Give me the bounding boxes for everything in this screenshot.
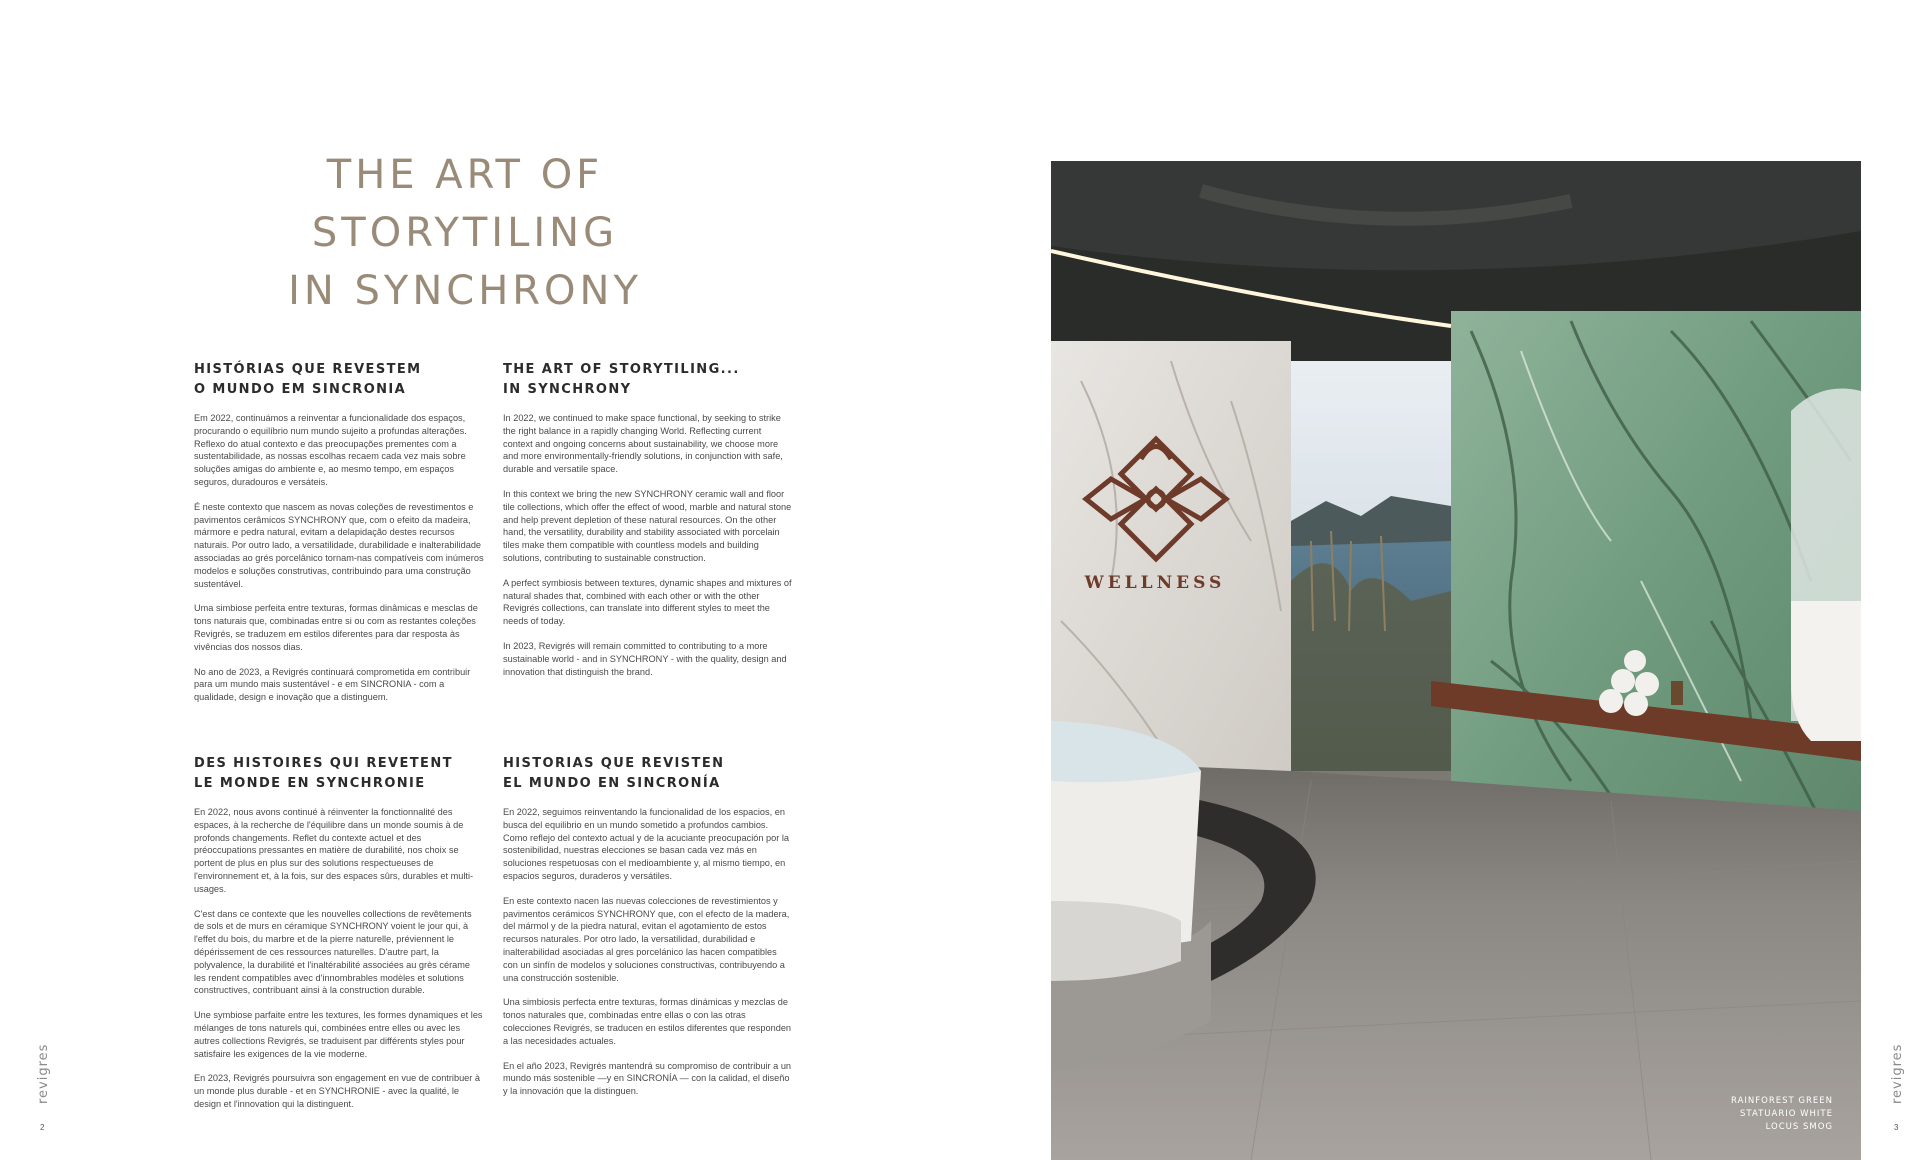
page-number: 2 [40,1123,45,1132]
heading-line: HISTORIAS QUE REVISTEN [503,756,725,771]
heading-line: EL MUNDO EN SINCRONÍA [503,776,721,791]
heading-line: LE MONDE EN SYNCHRONIE [194,776,426,791]
body-paragraph: En 2022, seguimos reinventando la funcionalidad de los espacios, en busca del equilibrio en un mundo sometido a profundos cambios. Como reflejo del contexto actual y de la acuciante preocupación por la sostenibilidad, nuestras elecciones se basan cada vez más en soluciones respetuosas con el medioambiente y, al mismo tiempo, en espacios seguros, duraderos y versátiles. [503,807,790,881]
section-english [503,360,793,690]
interior-photo [1051,161,1861,1160]
caption-line: RAINFOREST GREEN [1731,1096,1833,1106]
heading-line: IN SYNCHRONY [503,382,632,397]
section-spanish [503,754,793,1110]
heading-line: THE ART OF STORYTILING... [503,362,740,377]
body-paragraph: Em 2022, continuámos a reinventar a funcionalidade dos espaços, procurando o equilíbrio num mundo sujeito a profundas alterações. Reflexo do atual contexto e das preocupações prementes com a sustentabilidade, as nossas escolhas recaem cada vez mais sobre soluções amigas do ambiente e, ao mesmo tempo, em espaços seguros, duradouros e versáteis. [194,413,467,487]
caption-line: STATUARIO WHITE [1740,1109,1833,1119]
page-title [230,146,700,320]
body-paragraph: In 2022, we continued to make space functional, by seeking to strike the right balance in a rapidly changing World. Reflecting current context and ongoing concerns about sustainability, we choose more and more environmentally-friendly solutions, in conjunction with safe, durable and versatile space. [503,413,783,475]
section-portuguese [194,360,484,716]
wellness-sign: WELLNESS [1084,573,1226,593]
section-heading [194,360,484,400]
body-paragraph: No ano de 2023, a Revigrés continuará comprometida em contribuir para um mundo mais sustentável - e em SINCRONIA - com a qualidade, design e inovação que a distinguem. [194,666,471,703]
heading-line: DES HISTOIRES QUI REVETENT [194,756,453,771]
body-paragraph: En 2022, nous avons continué à réinventer la fonctionnalité des espaces, à la recherche de l'équilibre dans un monde soumis à de profonds changements. Reflet du contexte actuel et des préoccupations pressantes en matière de durabilité, nos choix se portent de plus en plus sur des solutions respectueuses de l'environnement et, à la fois, sur des espaces sûrs, durables et multi-usages. [194,807,474,894]
brand-wordmark: revigres [1890,1043,1905,1104]
body-paragraph: É neste contexto que nascem as novas coleções de revestimentos e pavimentos cerâmicos SYNCHRONY que, com o efeito da madeira, mármore e pedra natural, evitam a delapidação destes recursos naturais. Por outro lado, a versatilidade, durabilidade e inalterabilidade associadas ao grés porcelânico tornam-nas compatíveis com inúmeros modelos e soluções construtivas, contribuindo para uma construção sustentável. [194,501,484,589]
product-caption [1731,1095,1833,1134]
body-paragraph: Une symbiose parfaite entre les textures, les formes dynamiques et les mélanges de tons naturels qui, combinées entre elles ou avec les autres collections Revigrés, se traduisent par différents styles pour satisfaire les exigences de la vie moderne. [194,1010,483,1059]
interior-scene-illustration [1051,161,1861,1160]
heading-line: HISTÓRIAS QUE REVESTEM [194,362,422,377]
body-paragraph: Uma simbiose perfeita entre texturas, formas dinâmicas e mesclas de tons naturais que, combinadas entre si ou com as restantes coleções Revigrés, se traduzem em estilos diferentes para dar resposta às vivências dos nossos dias. [194,603,478,652]
heading-line: O MUNDO EM SINCRONIA [194,382,407,397]
body-paragraph: Una simbiosis perfecta entre texturas, formas dinámicas y mezclas de tonos naturales que, combinadas entre ellas o con las otras colecciones Revigrés, se traducen en estilos diferentes que responden a las necesidades actuales. [503,997,792,1046]
section-heading [194,754,484,794]
body-paragraph: A perfect symbiosis between textures, dynamic shapes and mixtures of natural shades that, combined with each other or with the other Revigrés collections, can translate into different styles to meet the needs of today. [503,577,792,627]
body-paragraph: En el año 2023, Revigrés mantendrá su compromiso de contribuir a un mundo más sostenible —y en SINCRONÍA — con la calidad, el diseño y la innovación que la distinguen. [503,1060,792,1097]
wellness-logo [1071,429,1241,569]
title-line: STORYTILING [311,210,619,256]
lotus-logo-icon [1071,429,1241,569]
section-heading [503,360,793,400]
body-paragraph: In this context we bring the new SYNCHRONY ceramic wall and floor tile collections, which offer the effect of wood, marble and natural stone and help prevent depletion of these natural resources. On the other hand, the versatility, durability and stability associated with porcelain tiles make them compatible with countless models and building solutions, contributing to sustainable construction. [503,488,792,563]
section-french [194,754,484,1123]
body-paragraph: In 2023, Revigrés will remain committed to contributing to a more sustainable world - and in SYNCHRONY - with the quality, design and innovation that distinguish the brand. [503,640,787,677]
body-paragraph: En 2023, Revigrés poursuivra son engagement en vue de contribuer à un monde plus durable - et en SYNCHRONIE - avec la qualité, le design et l'innovation qui la distinguent. [194,1073,481,1109]
body-paragraph: En este contexto nacen las nuevas colecciones de revestimientos y pavimentos cerámicos SYNCHRONY que, con el efecto de la madera, del mármol y de la piedra natural, evitan el agotamiento de estos recursos naturales. Por otro lado, la versatilidad, durabilidad e inalterabilidad asociadas al gres porcelánico las hacen compatibles con un sinfín de modelos y soluciones constructivas, contribuyendo a una construcción sostenible. [503,895,790,983]
title-line: THE ART OF [326,152,604,198]
brand-wordmark: revigres [36,1043,51,1104]
body-paragraph: C'est dans ce contexte que les nouvelles collections de revêtements de sols et de murs en céramique SYNCHRONY voient le jour qui, à l'effet du bois, du marbre et de la pierre naturelle, préviennent le dépérissement de ces ressources naturelles. D'autre part, la polyvalence, la durabilité et l'inaltérabilité associées au grès cérame les rendent compatibles avec d'innombrables modèles et solutions constructives, contribuant ainsi à la construction durable. [194,908,472,996]
page-number: 3 [1894,1123,1899,1132]
title-line: IN SYNCHRONY [288,268,642,314]
caption-line: LOCUS SMOG [1765,1122,1833,1132]
section-heading [503,754,793,794]
